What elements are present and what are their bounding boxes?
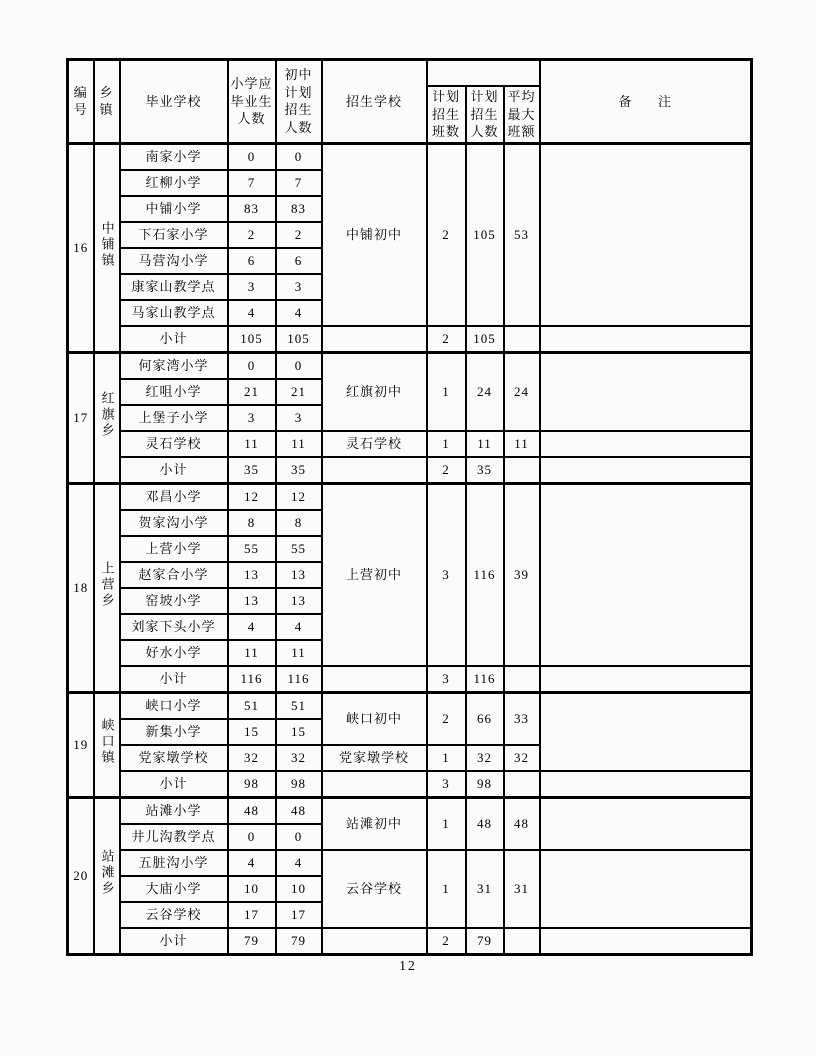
cell-remarks <box>540 143 752 326</box>
cell-junior-plan: 13 <box>276 562 322 588</box>
cell-plan-students: 79 <box>466 928 504 955</box>
cell-recruit-school: 红旗初中 <box>322 352 427 431</box>
cell-avg-max-size: 31 <box>504 850 540 928</box>
cell-township <box>94 483 120 692</box>
cell-primary-graduates: 7 <box>228 170 276 196</box>
cell-plan-classes: 2 <box>427 143 466 326</box>
cell-graduating-school: 马营沟小学 <box>120 248 228 274</box>
cell-primary-graduates: 0 <box>228 824 276 850</box>
cell-plan-classes: 1 <box>427 431 466 457</box>
cell-recruit-school: 中铺初中 <box>322 143 427 326</box>
cell-recruit-school: 云谷学校 <box>322 850 427 928</box>
cell-graduating-school: 何家湾小学 <box>120 352 228 379</box>
subtotal-row <box>68 666 752 693</box>
col-plan-students-header: 计划招生人数 <box>466 86 504 143</box>
cell-group-no: 17 <box>68 352 94 483</box>
cell-remarks <box>540 692 752 771</box>
table-row <box>68 483 752 510</box>
cell-junior-plan: 35 <box>276 457 322 484</box>
cell-recruit-school <box>322 457 427 484</box>
cell-junior-plan: 98 <box>276 771 322 798</box>
col-remarks-header: 备 注 <box>540 60 752 144</box>
cell-primary-graduates: 105 <box>228 326 276 353</box>
cell-primary-graduates: 116 <box>228 666 276 693</box>
col-plan-classes-header: 计划招生班数 <box>427 86 466 143</box>
cell-graduating-school: 井儿沟教学点 <box>120 824 228 850</box>
cell-junior-plan: 32 <box>276 745 322 771</box>
cell-primary-graduates: 11 <box>228 640 276 666</box>
cell-primary-graduates: 17 <box>228 902 276 928</box>
cell-graduating-school: 中铺小学 <box>120 196 228 222</box>
cell-primary-graduates: 4 <box>228 614 276 640</box>
col-avg-max-header: 平均最大班额 <box>504 86 540 143</box>
cell-primary-graduates: 4 <box>228 300 276 326</box>
township-label: 上营乡 <box>99 561 115 610</box>
cell-junior-plan: 15 <box>276 719 322 745</box>
cell-primary-graduates: 13 <box>228 562 276 588</box>
cell-graduating-school: 上堡子小学 <box>120 405 228 431</box>
cell-plan-students: 32 <box>466 745 504 771</box>
cell-group-no: 20 <box>68 797 94 954</box>
cell-plan-classes: 1 <box>427 352 466 431</box>
cell-plan-classes: 3 <box>427 666 466 693</box>
cell-junior-plan: 2 <box>276 222 322 248</box>
cell-graduating-school: 贺家沟小学 <box>120 510 228 536</box>
col-junior-plan-header: 初中计划招生人数 <box>276 60 322 144</box>
col-primary-grads-header: 小学应毕业生人数 <box>228 60 276 144</box>
cell-junior-plan: 11 <box>276 640 322 666</box>
cell-recruit-school: 灵石学校 <box>322 431 427 457</box>
cell-junior-plan: 0 <box>276 143 322 170</box>
cell-subtotal-label: 小计 <box>120 928 228 955</box>
cell-township <box>94 692 120 797</box>
cell-remarks <box>540 326 752 353</box>
cell-plan-classes: 1 <box>427 797 466 850</box>
cell-primary-graduates: 48 <box>228 797 276 824</box>
subtotal-row <box>68 771 752 798</box>
cell-recruit-school: 峡口初中 <box>322 692 427 745</box>
cell-primary-graduates: 3 <box>228 274 276 300</box>
cell-plan-students: 116 <box>466 483 504 666</box>
cell-township <box>94 797 120 954</box>
table-row <box>68 692 752 719</box>
cell-junior-plan: 7 <box>276 170 322 196</box>
cell-graduating-school: 窑坡小学 <box>120 588 228 614</box>
cell-graduating-school: 下石家小学 <box>120 222 228 248</box>
cell-graduating-school: 党家墩学校 <box>120 745 228 771</box>
cell-plan-students: 48 <box>466 797 504 850</box>
cell-junior-plan: 3 <box>276 405 322 431</box>
cell-remarks <box>540 666 752 693</box>
cell-junior-plan: 116 <box>276 666 322 693</box>
cell-plan-students: 24 <box>466 352 504 431</box>
cell-avg-max-size: 32 <box>504 745 540 771</box>
cell-primary-graduates: 11 <box>228 431 276 457</box>
cell-junior-plan: 0 <box>276 352 322 379</box>
cell-recruit-school <box>322 771 427 798</box>
cell-graduating-school: 邓昌小学 <box>120 483 228 510</box>
cell-primary-graduates: 98 <box>228 771 276 798</box>
cell-remarks <box>540 483 752 666</box>
cell-junior-plan: 105 <box>276 326 322 353</box>
cell-plan-students: 11 <box>466 431 504 457</box>
cell-graduating-school: 大庙小学 <box>120 876 228 902</box>
cell-primary-graduates: 12 <box>228 483 276 510</box>
cell-graduating-school: 红咀小学 <box>120 379 228 405</box>
cell-junior-plan: 4 <box>276 300 322 326</box>
col-grad-school-header: 毕业学校 <box>120 60 228 144</box>
cell-graduating-school: 上营小学 <box>120 536 228 562</box>
cell-plan-students: 116 <box>466 666 504 693</box>
cell-primary-graduates: 4 <box>228 850 276 876</box>
cell-junior-plan: 79 <box>276 928 322 955</box>
cell-primary-graduates: 15 <box>228 719 276 745</box>
cell-remarks <box>540 771 752 798</box>
cell-graduating-school: 五脏沟小学 <box>120 850 228 876</box>
cell-avg-max-size <box>504 928 540 955</box>
township-label: 中铺镇 <box>99 221 115 270</box>
cell-junior-plan: 4 <box>276 850 322 876</box>
cell-recruit-school: 站滩初中 <box>322 797 427 850</box>
cell-graduating-school: 康家山教学点 <box>120 274 228 300</box>
cell-plan-classes: 3 <box>427 483 466 666</box>
cell-junior-plan: 55 <box>276 536 322 562</box>
subtotal-row <box>68 326 752 353</box>
cell-graduating-school: 红柳小学 <box>120 170 228 196</box>
cell-recruit-school: 上营初中 <box>322 483 427 666</box>
cell-graduating-school: 马家山教学点 <box>120 300 228 326</box>
cell-primary-graduates: 32 <box>228 745 276 771</box>
cell-primary-graduates: 21 <box>228 379 276 405</box>
cell-recruit-school <box>322 666 427 693</box>
col-township-header: 乡镇 <box>94 60 120 144</box>
cell-junior-plan: 12 <box>276 483 322 510</box>
cell-township <box>94 352 120 483</box>
col-recruit-school-header: 招生学校 <box>322 60 427 144</box>
table-row <box>68 431 752 457</box>
cell-junior-plan: 17 <box>276 902 322 928</box>
table-row <box>68 143 752 170</box>
cell-primary-graduates: 10 <box>228 876 276 902</box>
cell-primary-graduates: 13 <box>228 588 276 614</box>
cell-junior-plan: 3 <box>276 274 322 300</box>
table-row <box>68 352 752 379</box>
cell-avg-max-size: 24 <box>504 352 540 431</box>
cell-primary-graduates: 2 <box>228 222 276 248</box>
cell-subtotal-label: 小计 <box>120 666 228 693</box>
cell-township <box>94 143 120 352</box>
subtotal-row <box>68 457 752 484</box>
table-row <box>68 797 752 824</box>
cell-junior-plan: 21 <box>276 379 322 405</box>
cell-junior-plan: 51 <box>276 692 322 719</box>
cell-plan-classes: 2 <box>427 692 466 745</box>
cell-graduating-school: 云谷学校 <box>120 902 228 928</box>
township-label: 红旗乡 <box>99 391 115 440</box>
cell-remarks <box>540 797 752 850</box>
cell-recruit-school: 党家墩学校 <box>322 745 427 771</box>
cell-graduating-school: 刘家下头小学 <box>120 614 228 640</box>
cell-avg-max-size: 39 <box>504 483 540 666</box>
cell-plan-classes: 2 <box>427 457 466 484</box>
cell-avg-max-size <box>504 326 540 353</box>
cell-plan-classes: 1 <box>427 745 466 771</box>
cell-remarks <box>540 457 752 484</box>
cell-remarks <box>540 928 752 955</box>
cell-primary-graduates: 0 <box>228 352 276 379</box>
cell-group-no: 16 <box>68 143 94 352</box>
cell-avg-max-size <box>504 771 540 798</box>
cell-plan-students: 105 <box>466 326 504 353</box>
township-label: 站滩乡 <box>99 849 115 898</box>
cell-plan-students: 98 <box>466 771 504 798</box>
cell-graduating-school: 灵石学校 <box>120 431 228 457</box>
cell-junior-plan: 4 <box>276 614 322 640</box>
col-no-header: 编号 <box>68 60 94 144</box>
cell-graduating-school: 站滩小学 <box>120 797 228 824</box>
cell-graduating-school: 赵家合小学 <box>120 562 228 588</box>
cell-primary-graduates: 83 <box>228 196 276 222</box>
cell-recruit-school <box>322 326 427 353</box>
page-number: 12 <box>399 958 417 973</box>
cell-junior-plan: 0 <box>276 824 322 850</box>
cell-avg-max-size: 53 <box>504 143 540 326</box>
subtotal-row <box>68 928 752 955</box>
township-label: 峡口镇 <box>99 718 115 767</box>
table-row <box>68 850 752 876</box>
cell-junior-plan: 8 <box>276 510 322 536</box>
cell-plan-classes: 1 <box>427 850 466 928</box>
cell-plan-classes: 2 <box>427 928 466 955</box>
cell-avg-max-size: 11 <box>504 431 540 457</box>
cell-junior-plan: 6 <box>276 248 322 274</box>
cell-remarks <box>540 431 752 457</box>
cell-primary-graduates: 79 <box>228 928 276 955</box>
cell-junior-plan: 83 <box>276 196 322 222</box>
cell-plan-students: 66 <box>466 692 504 745</box>
cell-plan-classes: 3 <box>427 771 466 798</box>
cell-avg-max-size: 48 <box>504 797 540 850</box>
cell-plan-students: 31 <box>466 850 504 928</box>
enrollment-plan-table <box>66 58 753 956</box>
cell-plan-students: 105 <box>466 143 504 326</box>
recruit-subheader-spacer <box>427 60 540 87</box>
cell-junior-plan: 10 <box>276 876 322 902</box>
cell-group-no: 18 <box>68 483 94 692</box>
cell-primary-graduates: 6 <box>228 248 276 274</box>
cell-graduating-school: 好水小学 <box>120 640 228 666</box>
cell-group-no: 19 <box>68 692 94 797</box>
cell-avg-max-size <box>504 666 540 693</box>
cell-subtotal-label: 小计 <box>120 457 228 484</box>
cell-plan-classes: 2 <box>427 326 466 353</box>
cell-graduating-school: 南家小学 <box>120 143 228 170</box>
cell-primary-graduates: 3 <box>228 405 276 431</box>
cell-subtotal-label: 小计 <box>120 326 228 353</box>
cell-primary-graduates: 8 <box>228 510 276 536</box>
cell-primary-graduates: 0 <box>228 143 276 170</box>
cell-avg-max-size <box>504 457 540 484</box>
cell-primary-graduates: 35 <box>228 457 276 484</box>
cell-junior-plan: 13 <box>276 588 322 614</box>
cell-subtotal-label: 小计 <box>120 771 228 798</box>
cell-junior-plan: 48 <box>276 797 322 824</box>
cell-remarks <box>540 352 752 431</box>
cell-graduating-school: 峡口小学 <box>120 692 228 719</box>
cell-plan-students: 35 <box>466 457 504 484</box>
cell-junior-plan: 11 <box>276 431 322 457</box>
cell-graduating-school: 新集小学 <box>120 719 228 745</box>
cell-recruit-school <box>322 928 427 955</box>
cell-primary-graduates: 55 <box>228 536 276 562</box>
cell-avg-max-size: 33 <box>504 692 540 745</box>
cell-remarks <box>540 850 752 928</box>
cell-primary-graduates: 51 <box>228 692 276 719</box>
